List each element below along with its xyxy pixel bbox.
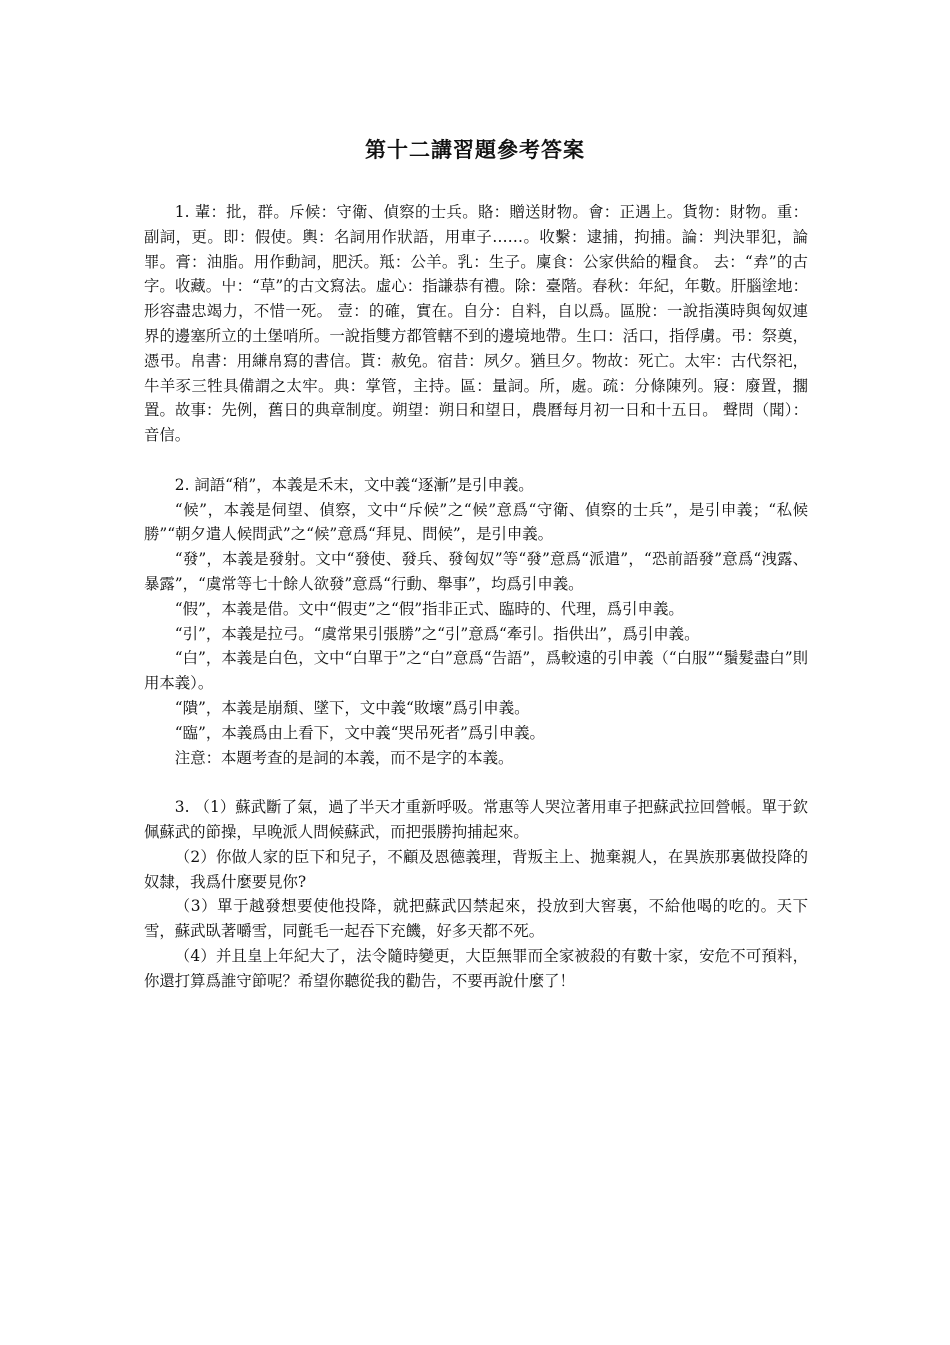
- section-spacer: [144, 770, 808, 795]
- paragraph: “白”，本義是白色，文中“白單于”之“白”意爲“告語”，爲較遠的引申義（“白服”“鬚髮盡白”則用本義）。: [144, 649, 808, 693]
- section-spacer: [144, 448, 808, 473]
- answer-section-1: [144, 200, 808, 448]
- paragraph: （4）并且皇上年紀大了，法令隨時變更，大臣無罪而全家被殺的有數十家，安危不可預料，你還打算爲誰守節呢？希望你聽從我的勸告，不要再說什麼了！: [144, 946, 808, 990]
- note-paragraph: 注意：本題考查的是詞的本義，而不是字的本義。: [174, 748, 514, 767]
- answer-section-2: [144, 473, 808, 771]
- paragraph: （3）單于越發想要使他投降，就把蘇武囚禁起來，投放到大窖裏，不給他喝的吃的。天下雪，蘇武臥著嚼雪，同氈毛一起吞下充饑，好多天都不死。: [144, 897, 808, 941]
- answer-section-3: [144, 795, 808, 993]
- paragraph: “臨”，本義爲由上看下，文中義“哭吊死者”爲引申義。: [174, 723, 545, 742]
- paragraph: （2）你做人家的臣下和兒子，不顧及恩德義理，背叛主上、拋棄親人，在異族那裏做投降的奴隸，我爲什麼要見你?: [144, 847, 808, 891]
- paragraph: “引”，本義是拉弓。“虞常果引張勝”之“引”意爲“牽引。指供出”，爲引申義。: [174, 624, 700, 643]
- paragraph: “發”，本義是發射。文中“發使、發兵、發匈奴”等“發”意爲“派遣”，“恐前語發”意爲“洩露、暴露”，“虞常等七十餘人欲發”意爲“行動、舉事”，均爲引申義。: [144, 550, 808, 593]
- paragraph: 3. （1）蘇武斷了氣，過了半天才重新呼吸。常惠等人哭泣著用車子把蘇武拉回營帳。單于欽佩蘇武的節操，早晚派人問候蘇武，而把張勝拘捕起來。: [144, 798, 808, 841]
- paragraph: 2. 詞語“稍”，本義是禾末，文中義“逐漸”是引申義。: [174, 475, 534, 494]
- paragraph: “候”，本義是伺望、偵察，文中“斥候”之“候”意爲“守衛、偵察的士兵”，是引申義；“私候勝”“朝夕遣人候問武”之“候”意爲“拜見、問候”，是引申義。: [144, 500, 808, 544]
- paragraph: “隤”，本義是崩頹、墜下，文中義“敗壞”爲引申義。: [174, 698, 530, 717]
- paragraph: “假”，本義是借。文中“假吏”之“假”指非正式、臨時的、代理，爲引申義。: [174, 599, 684, 618]
- paragraph: 1. 輩：批，群。斥候：守衛、偵察的士兵。賂：贈送財物。會：正遇上。貨物：財物。重：副詞，更。即：假使。輿：名詞用作狀語，用車子……。收繫：逮捕，拘捕。論：判決罪犯，論罪。膏：油脂。用作動詞，肥沃。羝：公羊。乳：生子。廩食：公家供給的糧食。 去：“弆”的古字。收藏。屮：“草”的古文寫法。虛心：指謙恭有禮。除：臺階。春秋：年紀，年數。肝腦塗地：形容盡忠竭力，不惜一死。 壹：的確，實在。自分：自料，自以爲。區脫：一說指漢時與匈奴連界的邊塞所立的土堡哨所。一說指雙方都管轄不到的邊境地帶。生口：活口，指俘虜。弔：祭奠，憑弔。帛書：用縑帛寫的書信。貰：赦免。宿昔：夙夕。猶旦夕。物故：死亡。太牢：古代祭祀，牛羊豕三牲具備謂之太牢。典：掌管，主持。區：量詞。所，處。疏：分條陳列。寢：廢置，擱置。故事：先例，舊日的典章制度。朔望：朔日和望日，農曆每月初一日和十五日。 聲問（聞）：音信。: [144, 203, 808, 445]
- document-body: [144, 200, 808, 994]
- page-title: 第十二講習題參考答案: [365, 138, 585, 162]
